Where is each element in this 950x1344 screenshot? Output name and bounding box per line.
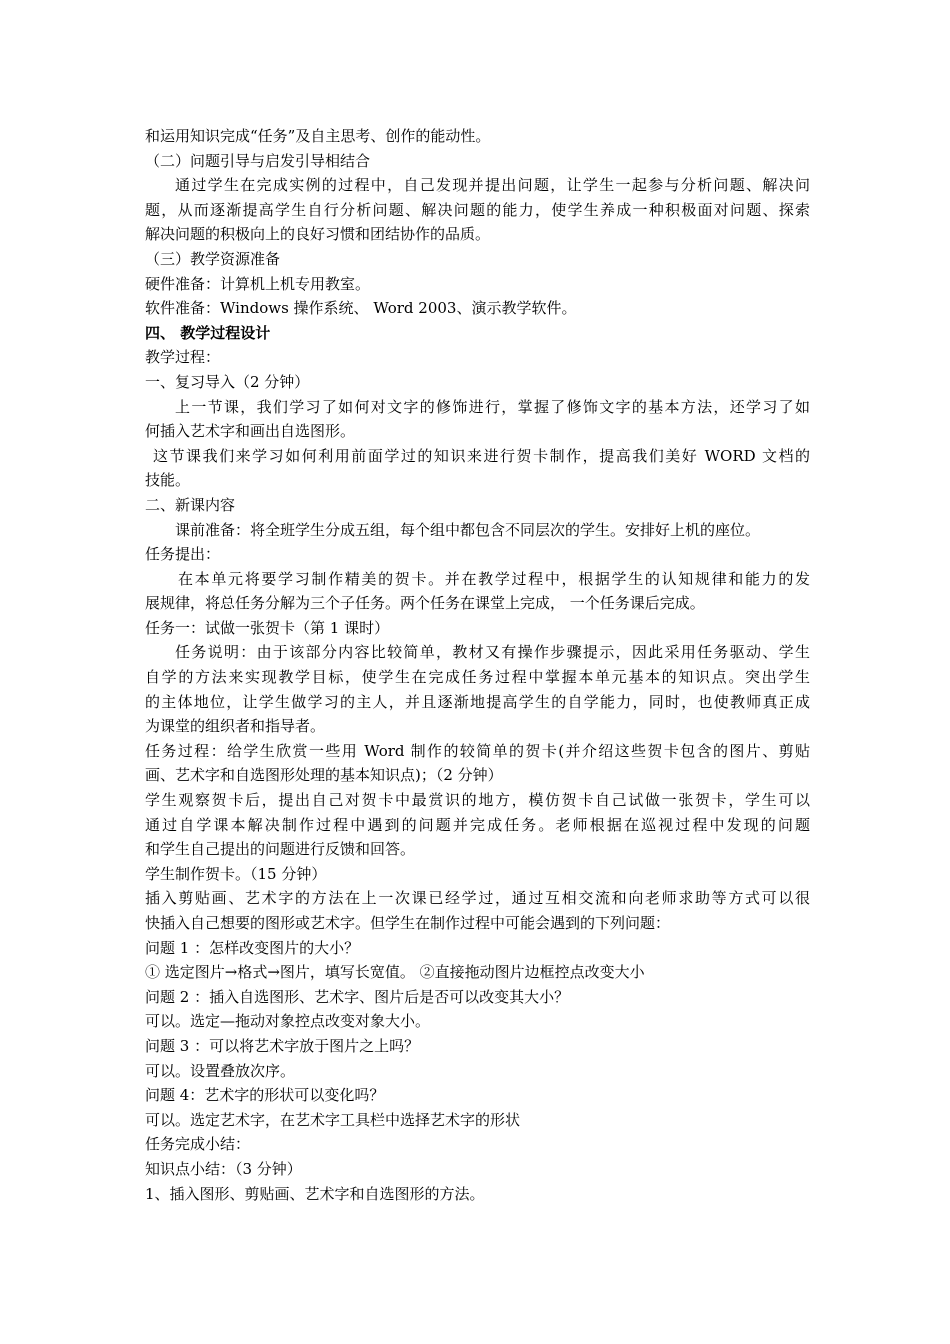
paragraph-line: 任务过程：给学生欣赏一些用 Word 制作的较简单的贺卡(并介绍这些贺卡包含的图片、剪贴 — [145, 741, 810, 760]
answer-line: 可以。选定艺术字，在艺术字工具栏中选择艺术字的形状 — [145, 1110, 521, 1129]
paragraph-line: 上一节课，我们学习了如何对文字的修饰进行，掌握了修饰文字的基本方法，还学习了如 — [175, 397, 810, 416]
paragraph-line: 解决问题的积极向上的良好习惯和团结协作的品质。 — [145, 225, 491, 244]
paragraph-line: 通过学生在完成实例的过程中，自己发现并提出问题，让学生一起参与分析问题、解决问 — [175, 176, 810, 195]
paragraph-line: 知识点小结：（3 分钟） — [145, 1159, 302, 1178]
paragraph-line: 为课堂的组织者和指导者。 — [145, 717, 326, 736]
new-content-heading: 二、新课内容 — [145, 495, 236, 514]
paragraph-line: 这节课我们来学习如何利用前面学过的知识来进行贺卡制作，提高我们美好 WORD 文档的 — [153, 446, 810, 465]
answer-line: 可以。设置叠放次序。 — [145, 1061, 296, 1080]
paragraph-line: 学生观察贺卡后，提出自己对贺卡中最赏识的地方，模仿贺卡自己试做一张贺卡，学生可以 — [145, 791, 810, 810]
task-one-heading: 任务一：试做一张贺卡（第 1 课时） — [145, 618, 390, 637]
paragraph-line: 任务提出： — [145, 545, 221, 564]
section-heading-4: 四、 教学过程设计 — [145, 323, 271, 342]
paragraph-line: 和学生自己提出的问题进行反馈和回答。 — [145, 840, 416, 859]
answer-line: ① 选定图片→格式→图片，填写长宽值。 ②直接拖动图片边框控点改变大小 — [145, 963, 645, 982]
section-heading-2: （二）问题引导与启发引导相结合 — [145, 151, 371, 170]
paragraph-line: 1、插入图形、剪贴画、艺术字和自选图形的方法。 — [145, 1184, 485, 1203]
question-line: 问题 2 ：插入自选图形、艺术字、图片后是否可以改变其大小？ — [145, 987, 570, 1006]
paragraph-line: 自学的方法来实现教学目标，使学生在完成任务过程中掌握本单元基本的知识点。突出学生 — [145, 668, 810, 687]
paragraph-line: 何插入艺术字和画出自选图形。 — [145, 422, 356, 441]
document-page — [145, 124, 810, 1206]
paragraph-line: 任务说明：由于该部分内容比较简单，教材又有操作步骤提示，因此采用任务驱动、学生 — [175, 643, 810, 662]
paragraph-line: 学生制作贺卡。（15 分钟） — [145, 864, 327, 883]
answer-line: 可以。选定—拖动对象控点改变对象大小。 — [145, 1012, 431, 1031]
paragraph-line: 快插入自己想要的图形或艺术字。但学生在制作过程中可能会遇到的下列问题： — [145, 914, 671, 932]
paragraph-line: 题，从而逐渐提高学生自行分析问题、解决问题的能力，使学生养成一种积极面对问题、探索 — [145, 200, 810, 219]
paragraph-line: 技能。 — [145, 471, 191, 490]
review-heading: 一、复习导入（2 分钟） — [145, 372, 310, 391]
paragraph-line: 教学过程： — [145, 348, 221, 367]
question-line: 问题 4：艺术字的形状可以变化吗？ — [145, 1086, 385, 1105]
software-prep-line: 软件准备：Windows 操作系统、 Word 2003、演示教学软件。 — [145, 299, 577, 318]
paragraph-line: 的主体地位，让学生做学习的主人，并且逐渐地提高学生的自学能力，同时，也使教师真正成 — [145, 692, 810, 711]
hardware-prep-line: 硬件准备：计算机上机专用教室。 — [145, 274, 371, 293]
question-line: 问题 1 ：怎样改变图片的大小？ — [145, 938, 360, 957]
paragraph-line: 插入剪贴画、艺术字的方法在上一次课已经学过，通过互相交流和向老师求助等方式可以很 — [145, 889, 810, 908]
paragraph-line: 和运用知识完成“任务”及自主思考、创作的能动性。 — [145, 127, 491, 145]
section-heading-3: （三）教学资源准备 — [145, 249, 281, 268]
paragraph-line: 在本单元将要学习制作精美的贺卡。并在教学过程中，根据学生的认知规律和能力的发 — [178, 569, 810, 588]
paragraph-line: 展规律，将总任务分解为三个子任务。两个任务在课堂上完成， 一个任务课后完成。 — [145, 594, 705, 613]
paragraph-line: 任务完成小结： — [145, 1135, 251, 1154]
paragraph-line: 课前准备：将全班学生分成五组，每个组中都包含不同层次的学生。安排好上机的座位。 — [175, 520, 761, 539]
paragraph-line: 通过自学课本解决制作过程中遇到的问题并完成任务。老师根据在巡视过程中发现的问题 — [145, 815, 810, 834]
paragraph-line: 画、艺术字和自选图形处理的基本知识点)；（2 分钟） — [145, 766, 503, 785]
question-line: 问题 3 ：可以将艺术字放于图片之上吗？ — [145, 1036, 420, 1055]
